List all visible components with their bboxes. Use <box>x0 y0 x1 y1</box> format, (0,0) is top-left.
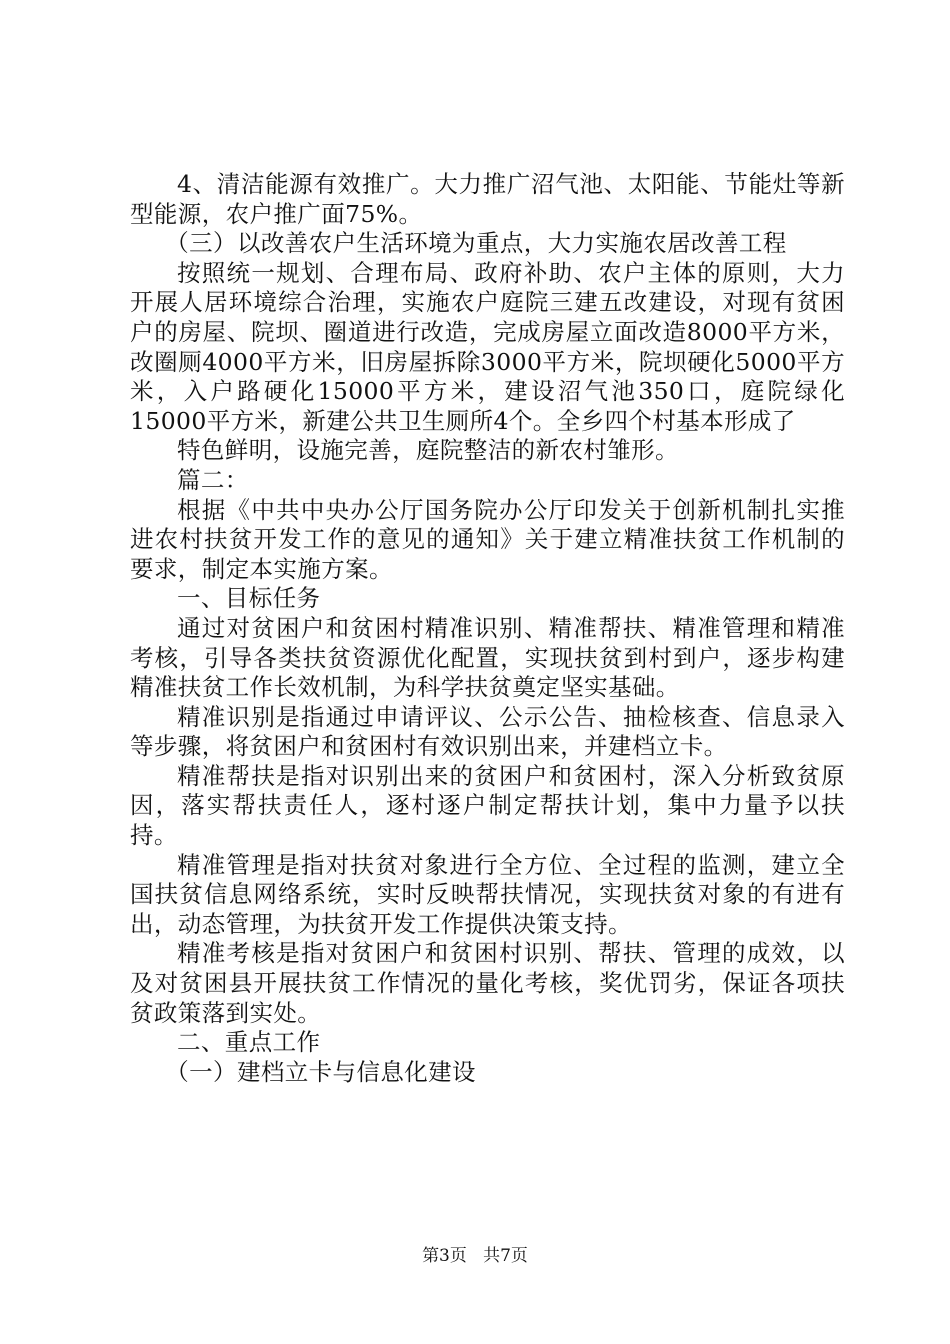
paragraph-precise-management: 精准管理是指对扶贫对象进行全方位、全过程的监测，建立全国扶贫信息网络系统，实时反映帮扶情况，实现扶贫对象的有进有出，动态管理，为扶贫开发工作提供决策支持。 <box>130 850 845 938</box>
page-total: 共7页 <box>483 1246 528 1266</box>
heading-goals: 一、目标任务 <box>177 584 321 613</box>
paragraph-basis: 根据《中共中央办公厅国务院办公厅印发关于创新机制扎实推进农村扶贫开发工作的意见的通知》关于建立精准扶贫工作机制的要求，制定本实施方案。 <box>130 495 845 583</box>
heading-section-three: （三）以改善农户生活环境为重点，大力实施农居改善工程 <box>165 229 787 258</box>
paragraph-precise-assistance: 精准帮扶是指对识别出来的贫困户和贫困村，深入分析致贫原因，落实帮扶责任人，逐村逐户制定帮扶计划，集中力量予以扶持。 <box>130 761 845 850</box>
paragraph-clean-energy: 4、清洁能源有效推广。大力推广沼气池、太阳能、节能灶等新型能源，农户推广面75%。 <box>130 170 845 228</box>
document-body <box>130 170 845 1087</box>
paragraph-precise-identification: 精准识别是指通过申请评议、公示公告、抽检核查、信息录入等步骤，将贫困户和贫困村有效识别出来，并建档立卡。 <box>130 702 845 761</box>
heading-key-work: 二、重点工作 <box>177 1028 321 1057</box>
heading-archiving: （一）建档立卡与信息化建设 <box>165 1057 476 1086</box>
page-footer <box>0 1241 950 1266</box>
paragraph-new-village: 特色鲜明，设施完善，庭院整洁的新农村雏形。 <box>177 436 679 465</box>
heading-part-two: 篇二： <box>177 465 249 494</box>
paragraph-precise-assessment: 精准考核是指对贫困户和贫困村识别、帮扶、管理的成效，以及对贫困县开展扶贫工作情况的量化考核，奖优罚劣，保证各项扶贫政策落到实处。 <box>130 939 845 1027</box>
paragraph-goals: 通过对贫困户和贫困村精准识别、精准帮扶、精准管理和精准考核，引导各类扶贫资源优化配置，实现扶贫到村到户，逐步构建精准扶贫工作长效机制，为科学扶贫奠定坚实基础。 <box>130 613 845 702</box>
paragraph-housing-improvement: 按照统一规划、合理布局、政府补助、农户主体的原则，大力开展人居环境综合治理，实施农户庭院三建五改建设，对现有贫困户的房屋、院坝、圈道进行改造，完成房屋立面改造8000平方米，改圈厕4000平方米，旧房屋拆除3000平方米，院坝硬化5000平方米，入户路硬化15000平方米，建设沼气池350口，庭院绿化15000平方米，新建公共卫生厕所4个。全乡四个村基本形成了 <box>130 258 845 435</box>
page-number: 第3页 <box>422 1246 467 1266</box>
